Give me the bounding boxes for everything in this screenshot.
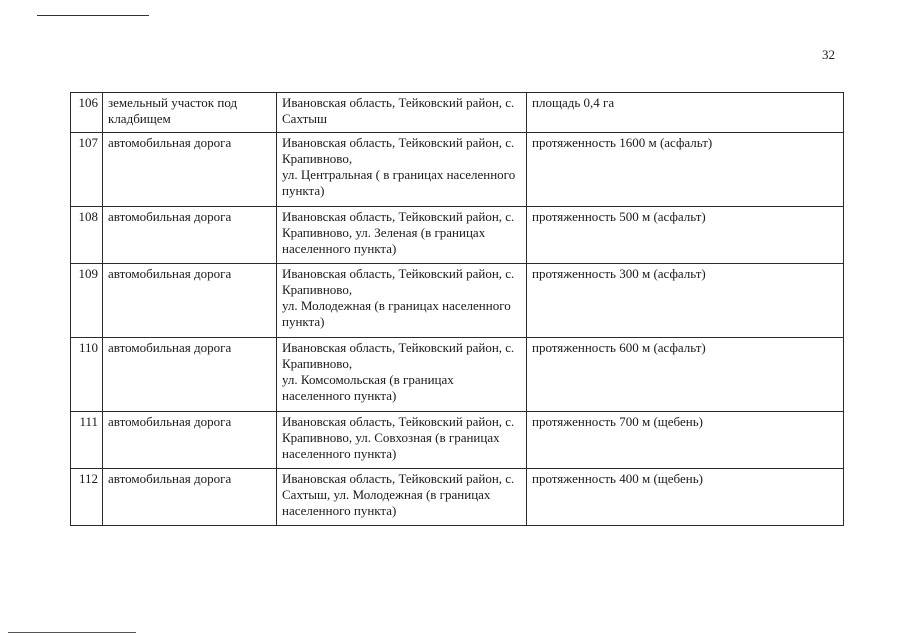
object-address (277, 207, 527, 264)
object-address (277, 412, 527, 469)
object-address (277, 133, 527, 207)
row-number: 106 (71, 93, 103, 133)
table-row (71, 412, 844, 469)
table-body (71, 93, 844, 526)
row-number: 112 (71, 469, 103, 526)
object-characteristic: протяженность 500 м (асфальт) (527, 207, 844, 264)
object-name: автомобильная дорога (103, 469, 277, 526)
footer-rule (8, 632, 136, 633)
object-characteristic: протяженность 700 м (щебень) (527, 412, 844, 469)
table-row (71, 93, 844, 133)
object-characteristic: протяженность 1600 м (асфальт) (527, 133, 844, 207)
object-characteristic: протяженность 600 м (асфальт) (527, 338, 844, 412)
row-number: 111 (71, 412, 103, 469)
table-row (71, 469, 844, 526)
header-rule (37, 15, 149, 16)
object-name: автомобильная дорога (103, 207, 277, 264)
address-line: Ивановская область, Тейковский район, с. Сахтыш (282, 95, 515, 126)
object-name: земельный участок под кладбищем (103, 93, 277, 133)
object-name: автомобильная дорога (103, 338, 277, 412)
address-line: Ивановская область, Тейковский район, с. Сахтыш, ул. Молодежная (в границах населенного пункта) (282, 471, 515, 518)
object-characteristic: протяженность 400 м (щебень) (527, 469, 844, 526)
table-row (71, 264, 844, 338)
address-line: Ивановская область, Тейковский район, с. Крапивново, (282, 135, 515, 166)
page-number: 32 (822, 47, 835, 62)
table-row (71, 207, 844, 264)
object-address (277, 469, 527, 526)
object-address (277, 264, 527, 338)
row-number: 109 (71, 264, 103, 338)
row-number: 110 (71, 338, 103, 412)
address-line: ул. Центральная ( в границах населенного пункта) (282, 167, 516, 198)
address-line: ул. Молодежная (в границах населенного пункта) (282, 298, 511, 329)
row-number: 108 (71, 207, 103, 264)
row-number: 107 (71, 133, 103, 207)
table-row (71, 133, 844, 207)
table-row (71, 338, 844, 412)
object-characteristic: площадь 0,4 га (527, 93, 844, 133)
address-line: Ивановская область, Тейковский район, с. Крапивново, ул. Совхозная (в границах населенного пункта) (282, 414, 515, 461)
object-address (277, 93, 527, 133)
object-name: автомобильная дорога (103, 133, 277, 207)
object-name: автомобильная дорога (103, 412, 277, 469)
object-name: автомобильная дорога (103, 264, 277, 338)
address-line: Ивановская область, Тейковский район, с. Крапивново, (282, 340, 515, 371)
object-address (277, 338, 527, 412)
address-line: ул. Комсомольская (в границах населенного пункта) (282, 372, 454, 403)
address-line: Ивановская область, Тейковский район, с. Крапивново, ул. Зеленая (в границах населенного пункта) (282, 209, 515, 256)
address-line: Ивановская область, Тейковский район, с. Крапивново, (282, 266, 515, 297)
property-table (70, 92, 844, 526)
object-characteristic: протяженность 300 м (асфальт) (527, 264, 844, 338)
